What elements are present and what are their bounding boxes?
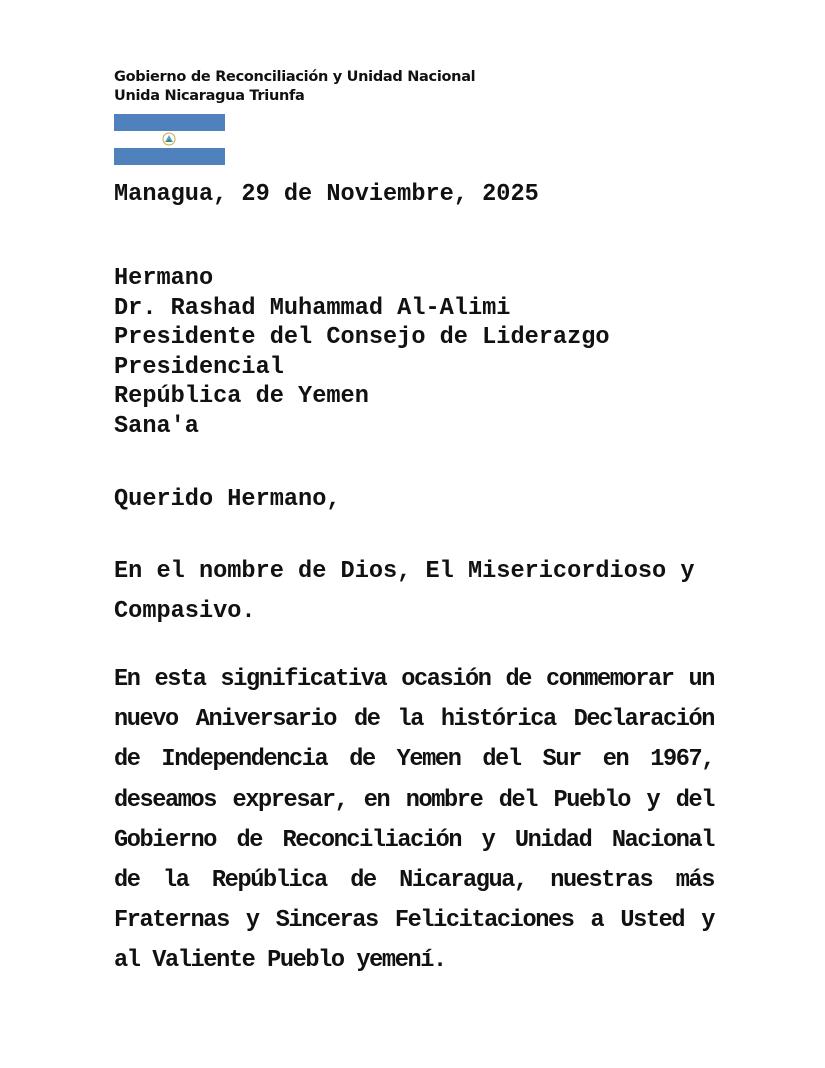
letterhead-government: Gobierno de Reconciliación y Unidad Nacional bbox=[114, 69, 476, 85]
invocation-line: Compasivo. bbox=[114, 598, 256, 625]
recipient-line: Hermano bbox=[114, 265, 214, 292]
recipient-line: Dr. Rashad Muhammad Al-Alimi bbox=[114, 294, 511, 322]
body-paragraph bbox=[114, 660, 714, 982]
recipient-line: República de Yemen bbox=[114, 383, 369, 410]
body-line: de la República de Nicaragua, nuestras más bbox=[114, 867, 714, 895]
recipient-line: Presidente del Consejo de Liderazgo bbox=[114, 324, 610, 351]
letterhead-slogan: Unida Nicaragua Triunfa bbox=[114, 88, 305, 104]
body-line: de Independencia de Yemen del Sur en 1967, bbox=[114, 746, 714, 774]
salutation: Querido Hermano, bbox=[114, 486, 341, 513]
body-line: Fraternas y Sinceras Felicitaciones a Usted y bbox=[114, 907, 714, 935]
letterhead bbox=[114, 68, 475, 106]
letter-date: Managua, 29 de Noviembre, 2025 bbox=[114, 181, 539, 208]
body-line: En esta significativa ocasión de conmemorar un bbox=[114, 666, 714, 693]
invocation-paragraph bbox=[114, 552, 695, 632]
body-line: deseamos expresar, en nombre del Pueblo y del bbox=[114, 786, 714, 814]
recipient-block bbox=[114, 264, 610, 441]
body-line: al Valiente Pueblo yemení. bbox=[114, 947, 446, 975]
recipient-line: Presidencial bbox=[114, 353, 284, 381]
recipient-line: Sana'a bbox=[114, 412, 199, 440]
coat-of-arms-icon bbox=[162, 132, 176, 146]
invocation-line: En el nombre de Dios, El Misericordioso y bbox=[114, 558, 695, 585]
body-line: nuevo Aniversario de la histórica Declaración bbox=[114, 706, 714, 734]
body-line: Gobierno de Reconciliación y Unidad Nacional bbox=[114, 826, 714, 854]
nicaragua-flag-icon bbox=[114, 114, 225, 165]
